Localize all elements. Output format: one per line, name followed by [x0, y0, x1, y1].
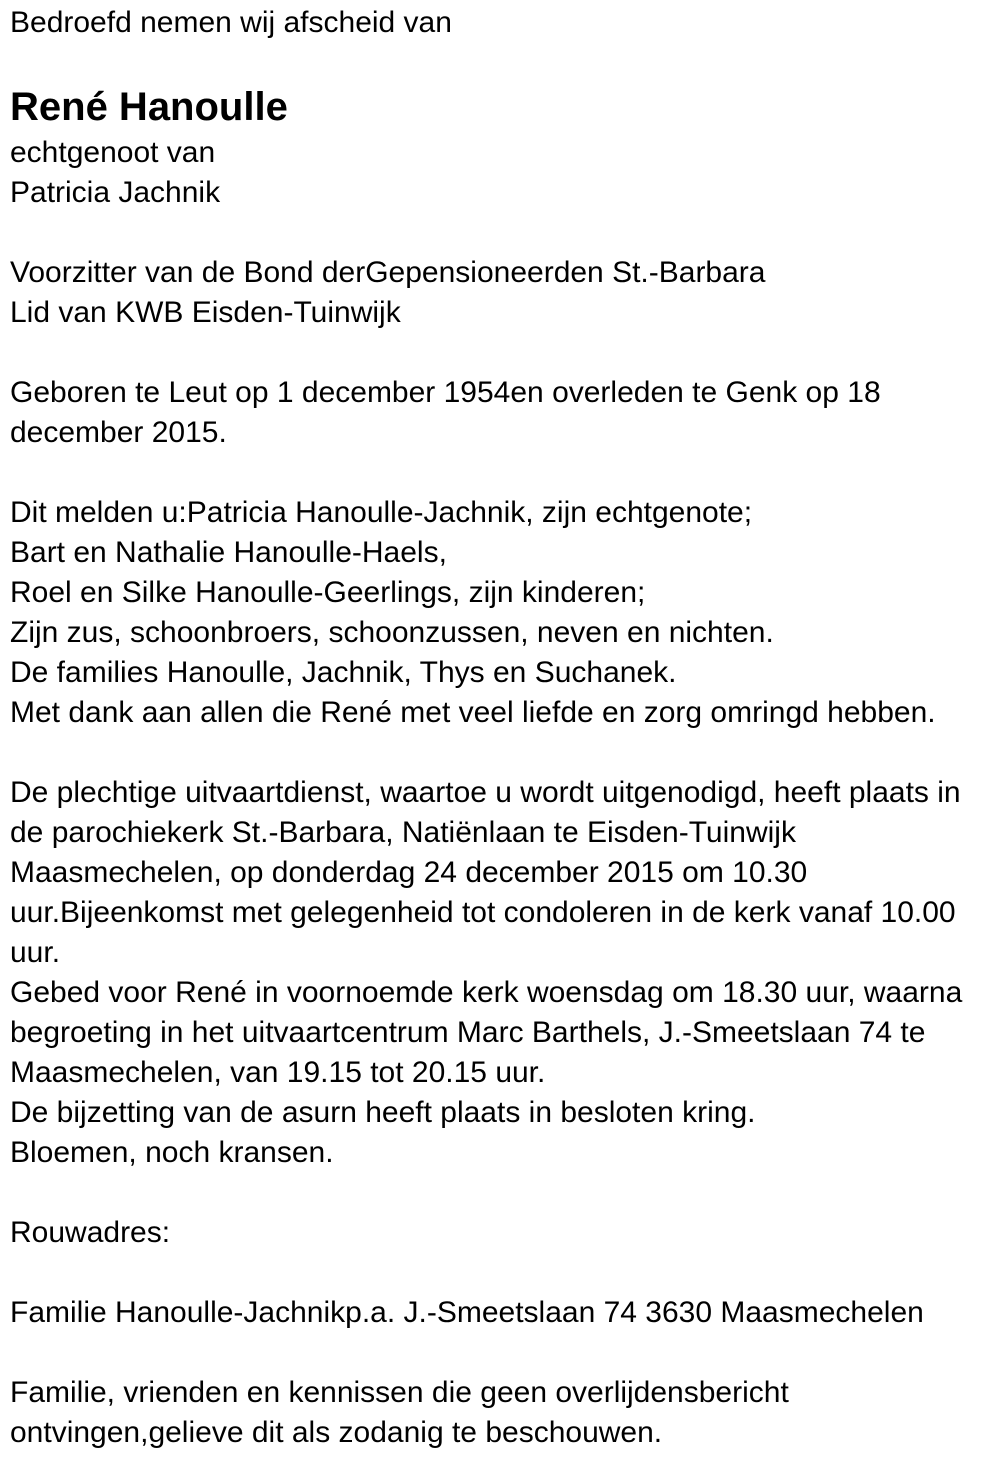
- deceased-name: René Hanoulle: [10, 85, 288, 129]
- ceremony-section: [10, 773, 1000, 1173]
- ceremony-line: Gebed voor René in voornoemde kerk woensdag om 18.30 uur, waarna: [10, 976, 963, 1009]
- mourning-address-label-section: [10, 1213, 1000, 1253]
- ceremony-line: De bijzetting van de asurn heeft plaats in besloten kring.: [10, 1096, 756, 1129]
- ceremony-line: begroeting in het uitvaartcentrum Marc Barthels, J.-Smeetslaan 74 te: [10, 1016, 926, 1049]
- ceremony-line: Maasmechelen, op donderdag 24 december 2015 om 10.30: [10, 856, 808, 889]
- birth-death-section: [10, 373, 1000, 453]
- closing-line: ontvingen,gelieve dit als zodanig te beschouwen.: [10, 1416, 663, 1449]
- announcer-line: Dit melden u:Patricia Hanoulle-Jachnik, zijn echtgenote;: [10, 496, 753, 529]
- announcers-section: [10, 493, 1000, 733]
- closing-line: Familie, vrienden en kennissen die geen overlijdensbericht: [10, 1376, 789, 1409]
- ceremony-line: De plechtige uitvaartdienst, waartoe u wordt uitgenodigd, heeft plaats in: [10, 776, 961, 809]
- function-line: Lid van KWB Eisden-Tuinwijk: [10, 296, 401, 329]
- announcer-line: Met dank aan allen die René met veel liefde en zorg omringd hebben.: [10, 696, 936, 729]
- birth-death-line: Geboren te Leut op 1 december 1954en overleden te Genk op 18: [10, 376, 881, 409]
- intro-line: Bedroefd nemen wij afscheid van: [10, 6, 452, 39]
- ceremony-line: uur.Bijeenkomst met gelegenheid tot condoleren in de kerk vanaf 10.00: [10, 896, 956, 929]
- spouse-section: [10, 133, 1000, 213]
- mourning-address-label: Rouwadres:: [10, 1216, 171, 1249]
- announcer-line: Roel en Silke Hanoulle-Geerlings, zijn kinderen;: [10, 576, 646, 609]
- mourning-address: Familie Hanoulle-Jachnikp.a. J.-Smeetslaan 74 3630 Maasmechelen: [10, 1296, 924, 1329]
- function-line: Voorzitter van de Bond derGepensioneerden St.-Barbara: [10, 256, 766, 289]
- ceremony-line: de parochiekerk St.-Barbara, Natiënlaan te Eisden-Tuinwijk: [10, 816, 796, 849]
- spouse-line: Patricia Jachnik: [10, 176, 221, 209]
- ceremony-line: Maasmechelen, van 19.15 tot 20.15 uur.: [10, 1056, 546, 1089]
- functions-section: [10, 253, 1000, 333]
- birth-death-line: december 2015.: [10, 416, 227, 449]
- mourning-address-section: [10, 1293, 1000, 1333]
- ceremony-line: uur.: [10, 936, 61, 969]
- closing-section: [10, 1373, 1000, 1453]
- announcer-line: Bart en Nathalie Hanoulle-Haels,: [10, 536, 447, 569]
- announcer-line: Zijn zus, schoonbroers, schoonzussen, neven en nichten.: [10, 616, 774, 649]
- ceremony-line: Bloemen, noch kransen.: [10, 1136, 334, 1169]
- spouse-line: echtgenoot van: [10, 136, 216, 169]
- announcer-line: De families Hanoulle, Jachnik, Thys en Suchanek.: [10, 656, 677, 689]
